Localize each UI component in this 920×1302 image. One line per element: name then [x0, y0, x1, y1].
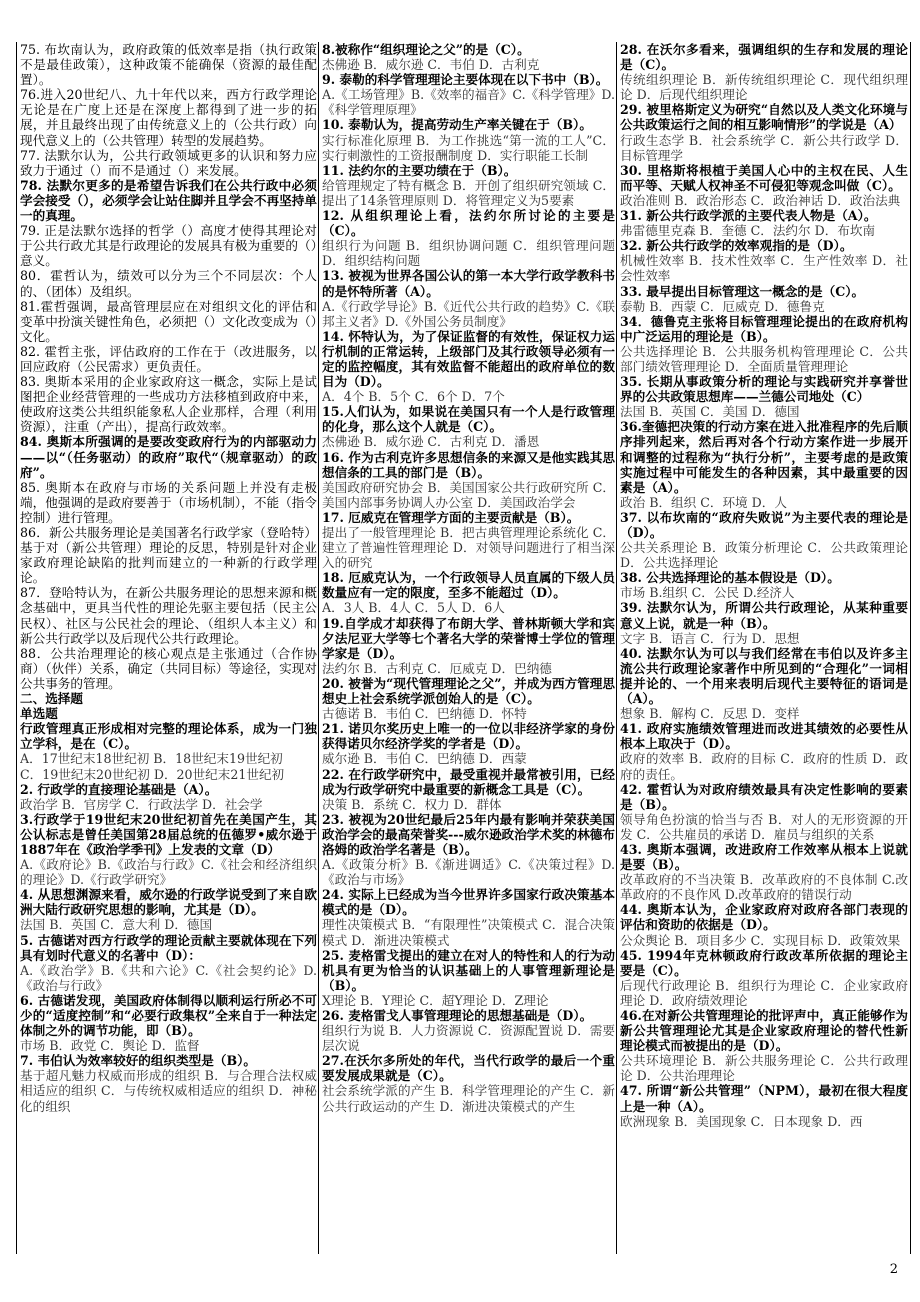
question-stem: 42. 霍哲认为对政府绩效最具有决定性影响的要素是（B）。: [620, 781, 908, 812]
question-stem: 31. 新公共行政学派的主要代表人物是（A）。: [620, 208, 877, 224]
column-rule-left: [16, 42, 17, 1254]
question-stem: 37. 以布坎南的“政府失败说”为主要代表的理论是（D）。: [620, 509, 908, 540]
answer-options: 组织行为说 B．人力资源说 C．资源配置说 D．需要层次说: [322, 1023, 615, 1054]
question-stem: 4. 从思想渊源来看，威尔逊的行政学说受到了来自欧洲大陆行政研究思想的影响，尤其是（D）。: [20, 887, 317, 918]
answer-options: 领导角色扮演的恰当与否 B．对人的无形资源的开发 C．公共雇员的承诺 D．雇员与组织的关系: [620, 811, 908, 842]
paragraph: 83. 奥斯本采用的企业家政府这一概念，实际上是试图把企业经营管理的一些成功方法移植到政府中来，使政府这类公共组织能象私人企业那样，合理（利用资源），注重（产出），提高行政效率。: [20, 374, 317, 435]
question-stem: 14. 怀特认为，为了保证监督的有效性，保证权力运行机制的正常运转，上级部门及其行政领导必须有一定的监控幅度，其有效监督不能超出的政府单位的数目为（D）。: [322, 328, 615, 390]
answer-options: A.《政治学》B.《共和六论》C.《社会契约论》D.《政治与行政》: [20, 962, 317, 993]
question-stem: 29. 被里格斯定义为研究“自然以及人类文化环境与公共政策运行之间的相互影响情形”的学说是（A）: [620, 102, 908, 133]
answer-options: 法国 B．英国 C．意大利 D．德国: [20, 917, 213, 933]
answer-options: X理论 B．Y理论 C．超Y理论 D．Z理论: [322, 992, 549, 1008]
question-stem: 13. 被视为世界各国公认的第一本大学行政学教科书的是怀特所著（A）。: [322, 268, 615, 299]
answer-options: C．19世纪末20世纪初 D．20世纪末21世纪初: [20, 766, 285, 782]
question-stem: 28. 在沃尔多看来，强调组织的生存和发展的理论是（C）。: [620, 42, 908, 73]
question-stem: 33. 最早提出目标管理这一概念的是（C）。: [620, 283, 865, 299]
question-stem: 8.被称作“组织理论之父”的是（C）。: [322, 42, 530, 57]
paragraph: 85. 奥斯本在政府与市场的关系问题上并没有走极端，他强调的是政府要善于（市场机制），不能（指令控制）进行管理。: [20, 479, 317, 525]
answer-options: 杰佛逊 B．威尔逊 C．韦伯 D．古利克: [322, 57, 540, 73]
exam-page: [8, 42, 912, 1254]
question-stem: 22. 在行政学研究中，最受重视并最常被引用，已经成为行政学研究中最重要的新概念工具是（C）。: [322, 766, 615, 797]
question-stem: 36.奎德把决策的行动方案在进入批准程序的先后顺序排列起来，然后再对各个行动方案作进一步展开和调整的过程称为“执行分析”，主要考虑的是政策实施过程中可能发生的各种因素，其中最重要的因素是（A）。: [620, 419, 908, 495]
question-stem: 5. 古德诺对西方行政学的理论贡献主要就体现在下列具有划时代意义的名著中（D）：: [20, 932, 317, 963]
paragraph: 75. 布坎南认为，政府政策的低效率是指（执行政策不是最佳政策），这种政策不能确保（资源的最佳配置）。: [20, 42, 317, 88]
question-stem: 26. 麦格雷戈人事管理理论的思想基础是（D）。: [322, 1008, 593, 1023]
answer-options: 给管理规定了特有概念 B．开创了组织研究领域 C．提出了14条管理原则 D．将管理定义为5要素: [322, 177, 615, 208]
question-stem: 19.自学成才却获得了布朗大学、普林斯顿大学和宾夕法尼亚大学等七个著名大学的荣誉博士学位的管理学家是（D）。: [322, 615, 615, 661]
answer-options: 基于超凡魅力权威而形成的组织 B．与合理合法权威相适应的组织 C．与传统权威相适应的组织 D．神秘化的组织: [20, 1068, 317, 1114]
answer-options: A.《工场管理》B.《效率的福音》C.《科学管理》D.《科学管理原理》: [322, 87, 615, 118]
answer-options: 机械性效率 B．技术性效率 C．生产性效率 D．社会性效率: [620, 253, 908, 284]
answer-options: 公共选择理论 B．公共服务机构管理理论 C．公共部门绩效管理理论 D．全面质量管理理论: [620, 343, 908, 374]
answer-options: 实行标准化原理 B．为工作挑选“第一流的工人”C．实行刺激性的工资报酬制度 D．实行职能工长制: [322, 132, 615, 163]
answer-options: 提出了一般管理理论 B．把古典管理理论系统化 C．建立了普遍性管理理论 D．对领导问题进行了相当深入的研究: [322, 525, 615, 571]
paragraph: 77. 法默尔认为，公共行政领域更多的认识和努力应致力于通过（）而不是通过（）来发展。: [20, 147, 317, 178]
column-3: [620, 42, 908, 1254]
paragraph: 86．新公共服务理论是美国著名行政学家（登哈特）基于对（新公共管理）理论的反思，特别是针对企业家政府理论缺陷的批判而建立的一种新的行政学理论。: [20, 525, 317, 586]
answer-options: A.《行政学导论》B.《近代公共行政的趋势》C.《联邦主义者》D.《外国公务员制度》: [322, 298, 615, 329]
paragraph: 80．霍哲认为，绩效可以分为三个不同层次：个人的、（团体）及组织。: [20, 268, 317, 299]
answer-options: 行政生态学 B．社会系统学 C．新公共行政学 D．目标管理学: [620, 132, 908, 163]
question-stem: 43. 奥斯本强调，改进政府工作效率从根本上说就是要（B）。: [620, 841, 908, 873]
question-stem: 11. 法约尔的主要功绩在于（B）。: [322, 162, 517, 178]
question-stem: 15.人们认为，如果说在美国只有一个人是行政管理的化身，那么这个人就是（C）。: [322, 404, 615, 435]
question-stem: 78. 法默尔更多的是希望告诉我们在公共行政中必须学会接受（），必须学会让站住脚并且学会不再坚持单一的真理。: [20, 177, 317, 224]
question-stem: 40. 法默尔认为可以与我们经常在韦伯以及许多主流公共行政理论家著作中所见到的“合理化”一词相提并论的、一个用来表明后现代主要特征的语词是（A）。: [620, 645, 908, 707]
question-stem: 27.在沃尔多所处的年代，当代行政学的最后一个重要发展成果就是（C）。: [322, 1053, 615, 1084]
question-stem: 44. 奥斯本认为，企业家政府对政府各部门表现的评估和资助的依据是（D）。: [620, 902, 908, 933]
question-stem: 41. 政府实施绩效管理进而改进其绩效的必要性从根本上取决于（D）。: [620, 721, 908, 752]
question-stem: 16. 作为古利克许多思想信条的来源又是他实践其思想信条的工具的部门是（B）。: [322, 449, 615, 480]
paragraph: 81.霍哲强调，最高管理层应在对组织文化的评估和变革中扮演关键性角色，必须把（）文化改变成为（）文化。: [20, 298, 317, 344]
answer-options: 理性决策模式 B．“有限理性”决策模式 C．混合决策模式 D．渐进决策模式: [322, 917, 615, 948]
answer-options: 公众舆论 B．项目多少 C．实现目标 D．政策效果: [620, 932, 901, 948]
answer-options: 后现代行政理论 B．组织行为理论 C．企业家政府理论 D．政府绩效理论: [620, 977, 908, 1008]
column-rule-2: [616, 42, 617, 1254]
question-stem: 25. 麦格雷戈提出的建立在对人的特性和人的行为动机具有更为恰当的认识基础上的人事管理新理论是（B）。: [322, 947, 615, 993]
answer-options: 美国政府研究协会 B．美国国家公共行政研究所 C．美国内部事务协调人办公室 D．美国政治学会: [322, 479, 615, 510]
question-stem: 39. 法默尔认为，所谓公共行政理论，从某种重要意义上说，就是一种（B）。: [620, 600, 908, 631]
answer-options: 泰勒 B．西蒙 C．厄威克 D．德鲁克: [620, 298, 825, 314]
answer-options: 决策 B．系统 C．权力 D．群体: [322, 796, 502, 812]
question-stem: 30. 里格斯将根植于美国人心中的主权在民、人生而平等、天赋人权神圣不可侵犯等观念叫做（C）。: [620, 162, 908, 193]
answer-options: 想象 B．解构 C．反思 D．变样: [620, 706, 800, 722]
column-rule-right: [910, 42, 911, 1254]
question-stem: 23. 被视为20世纪最后25年内最有影响并荣获美国政治学会的最高荣誉奖---威尔逊政治学术奖的林德布洛姆的政治学名著是（B）。: [322, 811, 615, 857]
question-stem: 45. 1994年克林顿政府行政改革所依据的理论主要是（C）。: [620, 947, 908, 978]
answer-options: 市场 B．政党 C．舆论 D．监督: [20, 1038, 200, 1054]
answer-options: A.《政府论》B.《政治与行政》C.《社会和经济组织的理论》D.《行政学研究》: [20, 857, 317, 888]
question-stem: 二、选择题: [20, 691, 83, 707]
answer-options: 杰佛逊 B．威尔逊 C．古利克 D．潘恩: [322, 434, 540, 450]
question-stem: 38. 公共选择理论的基本假设是（D）。: [620, 570, 840, 586]
answer-options: 政治学 B．官房学 C．行政法学 D．社会学: [20, 796, 263, 812]
answer-options: 弗雷德里克森 B．奎德 C．法约尔 D．布坎南: [620, 223, 876, 239]
answer-options: 传统组织理论 B．新传统组织理论 C．现代组织理论 D．后现代组织理论: [620, 72, 908, 103]
page-number: 2: [889, 1262, 898, 1277]
answer-options: 组织行为问题 B．组织协调问题 C．组织管理问题 D．组织结构问题: [322, 238, 615, 269]
paragraph: 87．登哈特认为，在新公共服务理论的思想来源和概念基础中，更具当代性的理论先驱主要包括（民主公民权）、社区与公民社会的理论、（组织人本主义）和新公共行政学以及后现代公共行政理论。: [20, 585, 317, 646]
answer-options: 市场 B.组织 C．公民 D.经济人: [620, 585, 795, 601]
column-1: [20, 42, 317, 1254]
answer-options: A．4个 B．5个 C．6个 D．7个: [322, 389, 505, 405]
answer-options: 公共环境理论 B．新公共服务理论 C．公共行政理论 D．公共治理理论: [620, 1053, 908, 1084]
answer-options: 欧洲现象 B．美国现象 C．日本现象 D．西: [620, 1113, 863, 1129]
paragraph: 76.进入20世纪八、九十年代以来，西方行政学理论无论是在广度上还是在深度上都得到了进一步的拓展，并且最终出现了由传统意义上的（公共行政）向现代意义上的（公共管理）转型的发展趋势。: [20, 87, 317, 148]
question-stem: 7. 韦伯认为效率较好的组织类型是（B）。: [20, 1053, 256, 1069]
answer-options: 法约尔 B．古利克 C．厄威克 D．巴纳德: [322, 660, 552, 676]
paragraph: 82. 霍哲主张，评估政府的工作在于（改进服务，以回应政府（公民需求）更负责任。: [20, 343, 317, 374]
question-stem: 3.行政学于19世纪末20世纪初首先在美国产生，其公认标志是曾任美国第28届总统的伍德罗•威尔逊于1887年在《政治学季刊》上发表的文章（D）: [20, 811, 317, 857]
paragraph: 79. 正是法默尔选择的哲学（）高度才使得其理论对于公共行政尤其是行政理论的发展具有极为重要的（）意义。: [20, 223, 317, 269]
question-stem: 2. 行政学的直接理论基础是（A）。: [20, 781, 218, 797]
question-stem: 84. 奥斯本所强调的是要改变政府行为的内部驱动力——以“（任务驱动）的政府”取代“（规章驱动）的政府”。: [20, 434, 317, 480]
column-rule-1: [318, 42, 319, 1254]
answer-options: 政府的效率 B．政府的目标 C．政府的性质 D．政府的责任。: [620, 751, 908, 782]
answer-options: A．17世纪末18世纪初 B．18世纪末19世纪初: [20, 751, 283, 767]
question-stem: 47. 所谓“新公共管理”（NPM），最初在很大程度上是一种（A）。: [620, 1083, 908, 1114]
question-stem: 10. 泰勒认为，提高劳动生产率关键在于（B）。: [322, 117, 592, 133]
question-stem: 18. 厄威克认为，一个行政领导人员直属的下级人员数量应有一定的限度，至多不能超过（D）。: [322, 570, 615, 601]
question-stem: 行政管理真正形成相对完整的理论体系，成为一门独立学科，是在（C）。: [20, 721, 317, 752]
question-stem: 单选题: [20, 706, 58, 722]
question-stem: 21. 诺贝尔奖历史上唯一的一位以非经济学家的身份获得诺贝尔经济学奖的学者是（D）。: [322, 721, 615, 752]
question-stem: 20. 被誉为“现代管理理论之父”，并成为西方管理思想史上社会系统学派创始人的是（C）。: [322, 675, 615, 707]
question-stem: 17. 厄威克在管理学方面的主要贡献是（B）。: [322, 509, 580, 525]
answer-options: A.《政策分析》B.《渐进调适》C.《决策过程》D.《政治与市场》: [322, 857, 615, 888]
answer-options: 古德诺 B．韦伯 C．巴纳德 D．怀特: [322, 706, 527, 722]
answer-options: 社会系统学派的产生 B．科学管理理论的产生 C．新公共行政运动的产生 D．渐进决策模式的产生: [322, 1083, 615, 1114]
answer-options: 政治准则 B．政治形态 C．政治神话 D．政治法典: [620, 192, 901, 208]
column-2: [322, 42, 615, 1254]
answer-options: A．3人 B．4人 C．5人 D．6人: [322, 600, 505, 616]
question-stem: 32. 新公共行政学的效率观指的是（D）。: [620, 238, 853, 254]
question-stem: 24. 实际上已经成为当今世界许多国家行政决策基本模式的是（D）。: [322, 887, 615, 918]
paragraph: 88．公共治理理论的核心观点是主张通过（合作协商）（伙伴）关系，确定（共同目标）等途径，实现对公共事务的管理。: [20, 645, 317, 691]
answer-options: 改革政府的不当决策 B．改革政府的不良体制 C.改革政府的不良作风 D.改革政府的错误行动: [620, 872, 908, 903]
answer-options: 公共关系理论 B．政策分析理论 C．公共政策理论 D．公共选择理论: [620, 540, 908, 571]
question-stem: 9. 泰勒的科学管理理论主要体现在以下书中（B）。: [322, 72, 609, 88]
question-stem: 34．德鲁克主张将目标管理理论提出的在政府机构中广泛运用的理论是（B）。: [620, 313, 908, 344]
answer-options: 威尔逊 B．韦伯 C．巴纳德 D．西蒙: [322, 751, 527, 767]
question-stem: 35. 长期从事政策分析的理论与实践研究并享誉世界的公共政策思想库——兰德公司地处（C）: [620, 374, 908, 405]
question-stem: 12. 从组织理论上看，法约尔所讨论的主要是（C）。: [322, 208, 615, 239]
answer-options: 法国 B．英国 C．美国 D．德国: [620, 404, 800, 420]
question-stem: 46.在对新公共管理理论的批评声中，真正能够作为新公共管理理论尤其是企业家政府理论的替代性新理论模式而被提出的是（D）。: [620, 1008, 908, 1054]
question-stem: 6. 古德诺发现，美国政府体制得以顺利运行所必不可少的“适度控制”和“必要行政集权”全来自于一种法定体制之外的调节功能，即（B）。: [20, 992, 317, 1039]
answer-options: 政治 B．组织 C．环境 D．人: [620, 494, 787, 510]
answer-options: 文字 B．语言 C．行为 D．思想: [620, 630, 800, 646]
